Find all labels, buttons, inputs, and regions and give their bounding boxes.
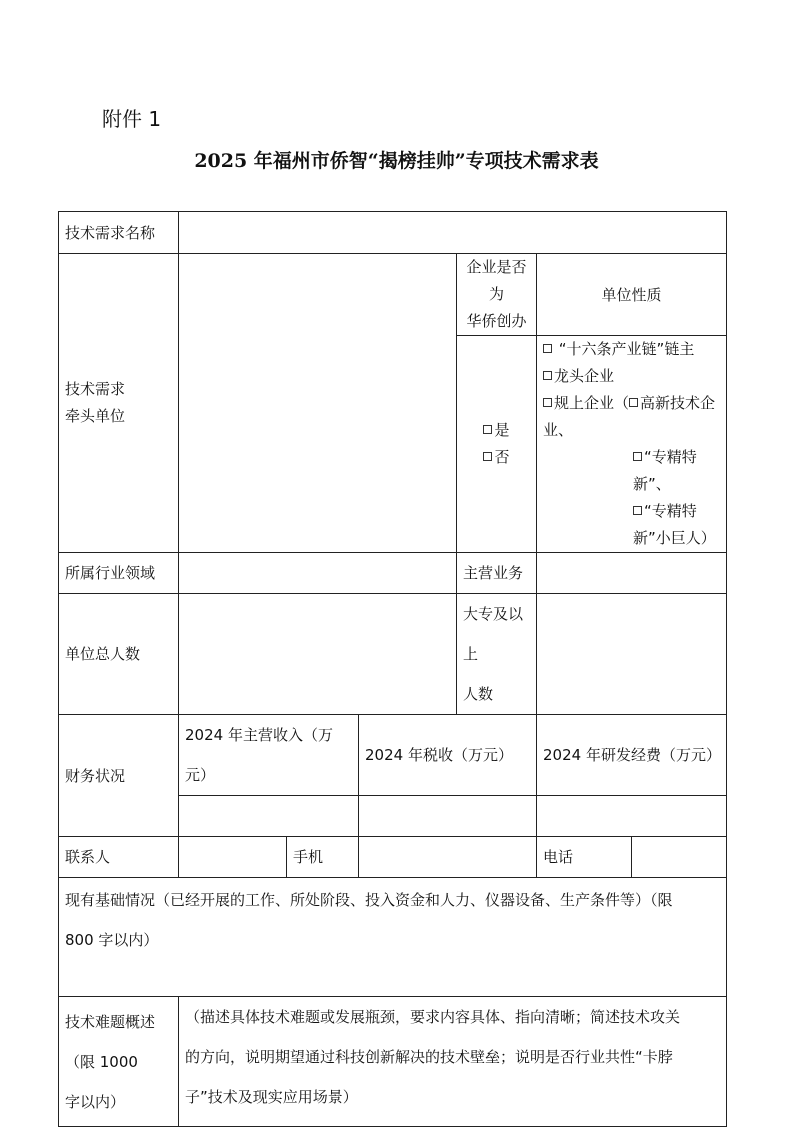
- industry-label: 所属行业领域: [59, 553, 179, 594]
- college-staff-label: [457, 594, 537, 715]
- lead-unit-label-line1: 技术需求: [65, 380, 126, 398]
- unit-nature-label: 单位性质: [537, 254, 727, 336]
- contact-label: 联系人: [59, 837, 179, 878]
- page-title: 2025 年福州市侨智“揭榜挂帅”专项技术需求表: [194, 150, 599, 172]
- nature-option-specialized-label: “专精特新”、: [633, 448, 697, 493]
- main-business-field[interactable]: [537, 553, 727, 594]
- overseas-question-label: [457, 254, 537, 336]
- nature-option-little-giant[interactable]: [543, 498, 720, 552]
- rd-label: 2024 年研发经费（万元）: [537, 715, 727, 796]
- main-business-label: 主营业务: [457, 553, 537, 594]
- mobile-label: 手机: [287, 837, 359, 878]
- checkbox-chain-leader[interactable]: [543, 344, 552, 353]
- nature-option-chain-leader[interactable]: [543, 336, 720, 363]
- college-staff-line1: 大专及以上: [463, 605, 524, 663]
- tech-name-field[interactable]: [179, 212, 727, 254]
- mobile-field[interactable]: [359, 837, 537, 878]
- nature-option-above-scale[interactable]: [543, 390, 720, 444]
- overseas-question-line2: 华侨创办: [466, 312, 527, 330]
- difficulty-text-line2: 的方向，说明期望通过科技创新解决的技术壁垒；说明是否行业共性“卡脖: [185, 1048, 673, 1066]
- nature-option-above-scale-label: 规上企业（: [554, 394, 630, 412]
- college-staff-line2: 人数: [463, 685, 494, 703]
- nature-option-leading-enterprise[interactable]: [543, 363, 720, 390]
- revenue-line1: 2024 年主营收入（万: [185, 726, 333, 744]
- difficulty-text-line3: 子”技术及现实应用场景）: [185, 1088, 358, 1106]
- industry-field[interactable]: [179, 553, 457, 594]
- revenue-line2: 元）: [185, 766, 216, 784]
- nature-option-leading-enterprise-label: 龙头企业: [554, 367, 615, 385]
- overseas-question-line1: 企业是否为: [466, 258, 527, 303]
- checkbox-leading-enterprise[interactable]: [543, 371, 552, 380]
- nature-option-little-giant-label: “专精特新”小巨人）: [633, 502, 716, 547]
- lead-unit-field[interactable]: [179, 254, 457, 553]
- lead-unit-label: [59, 254, 179, 553]
- checkbox-yes[interactable]: [483, 425, 492, 434]
- rd-field[interactable]: [537, 796, 727, 837]
- basis-line1: 现有基础情况（已经开展的工作、所处阶段、投入资金和人力、仪器设备、生产条件等）（限: [65, 891, 673, 909]
- lead-unit-label-line2: 牵头单位: [65, 407, 126, 425]
- unit-nature-options: [537, 336, 727, 553]
- option-yes-label: 是: [494, 421, 510, 439]
- college-staff-field[interactable]: [537, 594, 727, 715]
- nature-option-specialized[interactable]: [543, 444, 720, 498]
- difficulty-label-line1: 技术难题概述: [65, 1012, 156, 1031]
- nature-option-chain-leader-label: “十六条产业链”链主: [558, 340, 695, 358]
- revenue-label: [179, 715, 359, 796]
- difficulty-label: [59, 997, 179, 1127]
- difficulty-label-line3: 字以内）: [65, 1092, 126, 1111]
- checkbox-specialized[interactable]: [633, 452, 642, 461]
- total-staff-label: 单位总人数: [59, 594, 179, 715]
- checkbox-little-giant[interactable]: [633, 506, 642, 515]
- phone-field[interactable]: [632, 837, 727, 878]
- revenue-field[interactable]: [179, 796, 359, 837]
- difficulty-label-line2: （限 1000: [65, 1052, 138, 1071]
- overseas-options: [457, 336, 537, 553]
- checkbox-above-scale[interactable]: [543, 398, 552, 407]
- tax-label: 2024 年税收（万元）: [359, 715, 537, 796]
- option-no-label: 否: [494, 448, 510, 466]
- checkbox-no[interactable]: [483, 452, 492, 461]
- tax-field[interactable]: [359, 796, 537, 837]
- basis-section[interactable]: [59, 878, 727, 997]
- phone-label: 电话: [537, 837, 632, 878]
- total-staff-field[interactable]: [179, 594, 457, 715]
- option-yes[interactable]: [463, 417, 530, 444]
- attachment-label: 附件 1: [102, 107, 162, 131]
- tech-name-label: 技术需求名称: [59, 212, 179, 254]
- nature-option-high-tech-label: 高新技术企业、: [543, 394, 716, 439]
- option-no[interactable]: [463, 444, 530, 471]
- checkbox-high-tech[interactable]: [629, 398, 638, 407]
- basis-line2: 800 字以内）: [65, 931, 159, 949]
- difficulty-field[interactable]: [179, 997, 727, 1127]
- difficulty-text-line1: （描述具体技术难题或发展瓶颈，要求内容具体、指向清晰；简述技术攻关: [185, 1008, 681, 1026]
- requirement-form-table: [58, 211, 727, 1127]
- finance-label: 财务状况: [59, 715, 179, 837]
- contact-field[interactable]: [179, 837, 287, 878]
